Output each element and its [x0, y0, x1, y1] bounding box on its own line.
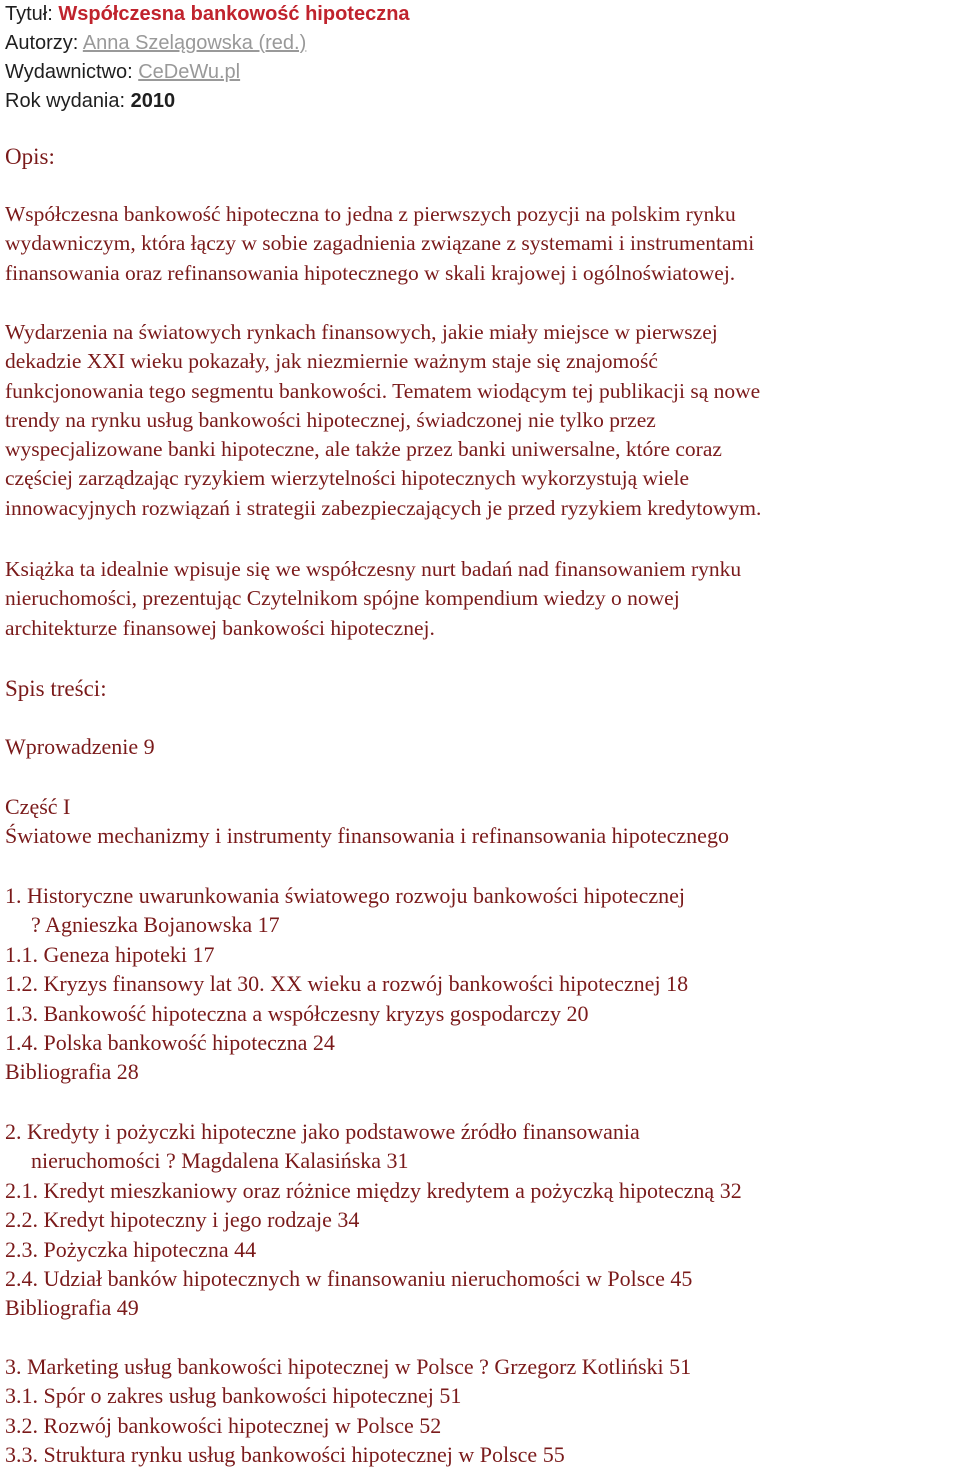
toc-entry: ? Agnieszka Bojanowska 17 [31, 912, 280, 938]
toc-entry: 1.4. Polska bankowość hipoteczna 24 [5, 1030, 335, 1056]
text-line: wyspecjalizowane banki hipoteczne, ale także przez banki uniwersalne, które coraz [5, 437, 722, 462]
authors-row [5, 29, 410, 58]
publisher-link[interactable]: CeDeWu.pl [138, 61, 241, 83]
toc-entry: 1.2. Kryzys finansowy lat 30. XX wieku a rozwój bankowości hipotecznej 18 [5, 971, 689, 997]
text-line: częściej zarządzając ryzykiem wierzytelności hipotecznych wykorzystują wiele [5, 466, 690, 491]
toc-entry: 2.4. Udział banków hipotecznych w finansowaniu nieruchomości w Polsce 45 [5, 1266, 693, 1292]
toc-chapter-3 [5, 1352, 691, 1470]
toc-chapter-2 [5, 1117, 742, 1323]
authors-label: Autorzy: [5, 32, 79, 54]
text-line: nieruchomości, prezentując Czytelnikom spójne kompendium wiedzy o nowej [5, 586, 680, 611]
text-line: dekadzie XXI wieku pokazały, jak niezmiernie ważnym staje się znajomość [5, 349, 658, 374]
toc-entry: Bibliografia 49 [5, 1295, 139, 1321]
toc-entry: 3. Marketing usług bankowości hipotecznej w Polsce ? Grzegorz Kotliński 51 [5, 1354, 692, 1379]
toc-intro: Wprowadzenie 9 [5, 734, 155, 759]
part-label: Część I [5, 794, 71, 819]
title-row [5, 0, 410, 29]
toc-entry: 2. Kredyty i pożyczki hipoteczne jako podstawowe źródło finansowania [5, 1119, 640, 1144]
text-line: Wydarzenia na światowych rynkach finansowych, jakie miały miejsce w pierwszej [5, 320, 718, 344]
toc-entry: 2.3. Pożyczka hipoteczna 44 [5, 1236, 257, 1262]
toc-part [5, 792, 729, 851]
toc-entry: nieruchomości ? Magdalena Kalasińska 31 [31, 1148, 409, 1174]
text-line: funkcjonowania tego segmentu bankowości. Tematem wiodącym tej publikacji są nowe [5, 378, 761, 403]
title-value: Współczesna bankowość hipoteczna [58, 3, 410, 25]
toc-entry: 1.1. Geneza hipoteki 17 [5, 941, 215, 967]
toc-entry: Bibliografia 28 [5, 1059, 139, 1085]
toc-chapter-1 [5, 881, 688, 1087]
text-line: Książka ta idealnie wpisuje się we współczesny nurt badań nad finansowaniem rynku [5, 557, 742, 581]
text-line: innowacyjnych rozwiązań i strategii zabezpieczających je przed ryzykiem kredytowym. [5, 495, 762, 520]
description-paragraph-1 [5, 200, 960, 288]
publisher-label: Wydawnictwo: [5, 61, 133, 83]
description-paragraph-3 [5, 555, 960, 643]
year-value: 2010 [130, 90, 176, 112]
book-metadata [5, 0, 410, 116]
text-line: finansowania oraz refinansowania hipotecznego w skali krajowej i ogólnoświatowej. [5, 260, 736, 285]
text-line: wydawniczym, która łączy w sobie zagadnienia związane z systemami i instrumentami [5, 231, 755, 256]
toc-entry: 2.1. Kredyt mieszkaniowy oraz różnice między kredytem a pożyczką hipoteczną 32 [5, 1177, 742, 1203]
authors-link[interactable]: Anna Szelągowska (red.) [82, 32, 307, 54]
toc-entry: 3.2. Rozwój bankowości hipotecznej w Polsce 52 [5, 1412, 442, 1438]
description-paragraph-2 [5, 318, 960, 523]
toc-entry: 2.2. Kredyt hipoteczny i jego rodzaje 34 [5, 1207, 360, 1233]
toc-entry: 1. Historyczne uwarunkowania światowego rozwoju bankowości hipotecznej [5, 883, 685, 908]
text-line: Współczesna bankowość hipoteczna to jedna z pierwszych pozycji na polskim rynku [5, 202, 736, 226]
toc-entry: 3.1. Spór o zakres usług bankowości hipotecznej 51 [5, 1383, 462, 1409]
text-line: architekturze finansowej bankowości hipotecznej. [5, 615, 435, 640]
title-label: Tytuł: [5, 3, 53, 25]
toc-entry: 1.3. Bankowość hipoteczna a współczesny kryzys gospodarczy 20 [5, 1000, 589, 1026]
year-row [5, 87, 410, 116]
text-line: trendy na rynku usług bankowości hipotecznej, świadczonej nie tylko przez [5, 407, 656, 432]
year-label: Rok wydania: [5, 90, 126, 112]
description-heading: Opis: [5, 144, 55, 169]
publisher-row [5, 58, 410, 87]
toc-heading: Spis treści: [5, 676, 107, 701]
part-title: Światowe mechanizmy i instrumenty finansowania i refinansowania hipotecznego [5, 823, 729, 849]
toc-entry: 3.3. Struktura rynku usług bankowości hipotecznej w Polsce 55 [5, 1442, 565, 1468]
